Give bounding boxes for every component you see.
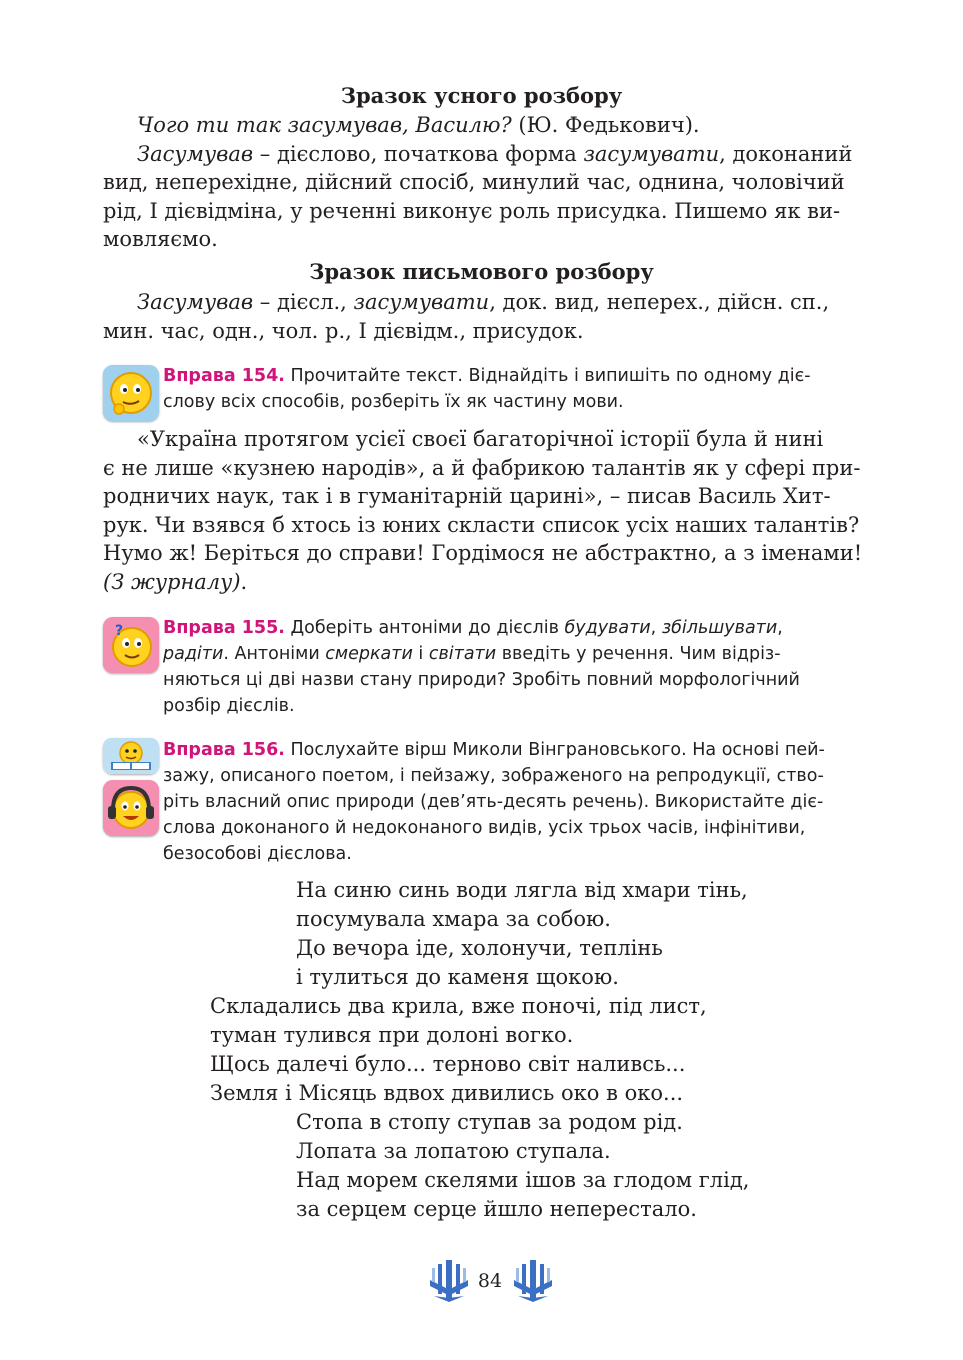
ornament-icon (428, 1258, 470, 1304)
text-154-source: (З журналу). (103, 569, 248, 594)
written-analysis-title: Зразок письмового розбору (309, 259, 654, 284)
oral-line-2: вид, неперехідне, дійсний спосіб, минулий час, однина, чоловічий (103, 170, 845, 194)
headphones-smiley-icon (103, 780, 159, 836)
text-154-line-4: рук. Чи взявся б хтось із юних скласти список усіх наших талантів? (103, 512, 860, 537)
page-number: 84 (477, 1270, 503, 1292)
exercise-155-line-4: розбір дієслів. (163, 696, 295, 716)
exercise-156 (163, 737, 879, 867)
exercise-155-line-2: радіти. Антоніми смеркати і світати введіть у речення. Чим відріз- (163, 644, 781, 664)
poem-line: і тулиться до каменя щокою. (296, 965, 619, 989)
poem-line: Щось далечі було... терново світ наливсь... (210, 1052, 686, 1076)
exercise-155 (163, 615, 879, 719)
page-footer (0, 1258, 963, 1308)
exercise-155-label: Вправа 155. (163, 618, 285, 638)
exercise-156-line-2: зажу, описаного поетом, і пейзажу, зображеного на репродукції, ство- (163, 766, 824, 786)
exercise-154-line-2: слову всіх способів, розберіть їх як частину мови. (163, 392, 624, 412)
poem-line: Складались два крила, вже поночі, під лист, (210, 994, 707, 1018)
svg-text:?: ? (115, 623, 124, 639)
written-analysis-text (103, 288, 879, 345)
written-line-2: мин. час, одн., чол. р., І дієвідм., присудок. (103, 318, 584, 343)
exercise-154 (163, 363, 879, 415)
exercise-154-label: Вправа 154. (163, 366, 285, 386)
oral-quote-line: Чого ти так засумував, Василю? (Ю. Федькович). (137, 113, 700, 137)
oral-line-3: рід, І дієвідміна, у реченні виконує роль присудка. Пишемо як ви- (103, 198, 841, 223)
exercise-155-line-1: Вправа 155. Доберіть антоніми до дієслів будувати, збільшувати, (163, 618, 783, 638)
poem-line: туман тулився при долоні вогко. (210, 1023, 574, 1047)
reading-smiley-icon (103, 738, 159, 774)
exercise-156-line-1: Вправа 156. Послухайте вірш Миколи Вінграновського. На основі пей- (163, 740, 825, 760)
text-154-line-3: родничих наук, так і в гуманітарній царині», – писав Василь Хит- (103, 484, 831, 508)
exercise-156-line-4: слова доконаного й недоконаного видів, усіх трьох часів, інфінітиви, (163, 818, 806, 838)
oral-analysis-title: Зразок усного розбору (340, 83, 623, 108)
exercise-156-line-5: безособові дієслова. (163, 844, 352, 864)
poem-line: На синю синь води лягла від хмари тінь, (296, 878, 748, 902)
poem-line: за серцем серце йшло неперестало. (296, 1197, 697, 1221)
poem-line: Над морем скелями ішов за глодом глід, (296, 1168, 750, 1192)
written-line-1: Засумував – дієсл., засумувати, док. вид, неперех., дійсн. сп., (137, 290, 830, 314)
poem-line: Земля і Місяць вдвох дивились око в око... (210, 1081, 684, 1105)
text-154-line-5: Нумо ж! Беріться до справи! Гордімося не абстрактно, а з іменами! (103, 541, 863, 565)
exercise-156-label: Вправа 156. (163, 740, 285, 760)
poem-line: посумувала хмара за собою. (296, 907, 611, 931)
ornament-icon (512, 1258, 554, 1304)
thinking-smiley-icon (103, 365, 159, 421)
poem-line: До вечора іде, холонучи, теплінь (296, 936, 663, 960)
exercise-155-line-3: няються ці дві назви стану природи? Зробіть повний морфологічний (163, 670, 800, 690)
oral-line-4: мовляємо. (103, 227, 218, 251)
question-smiley-icon (103, 617, 159, 673)
text-154-line-2: є не лише «кузнею народів», а й фабрикою талантів як у сфері при- (103, 455, 861, 480)
exercise-154-text (103, 425, 879, 596)
poem-line: Лопата за лопатою ступала. (296, 1139, 611, 1163)
poem-line: Стопа в стопу ступав за родом рід. (296, 1110, 683, 1134)
oral-analysis-text (103, 111, 879, 254)
exercise-154-line-1: Вправа 154. Прочитайте текст. Віднайдіть і випишіть по одному діє- (163, 366, 811, 386)
oral-line-1: Засумував – дієслово, початкова форма засумувати, доконаний (137, 141, 853, 166)
text-154-line-1: «Україна протягом усієї своєї багаторічної історії була й нині (137, 427, 824, 451)
exercise-156-line-3: ріть власний опис природи (дев’ять-десять речень). Використайте діє- (163, 792, 824, 812)
